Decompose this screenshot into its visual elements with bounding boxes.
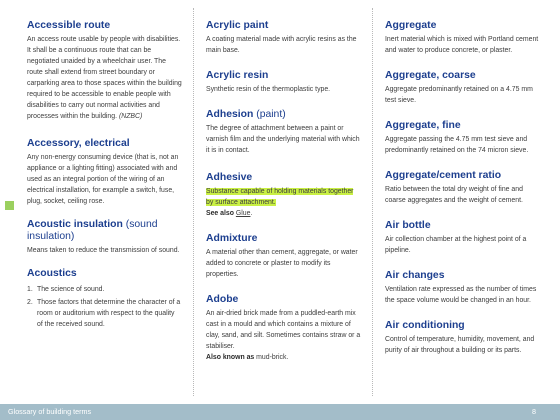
term-heading: Air bottle (385, 220, 431, 231)
also-known-as-line: Also known as mud-brick. (206, 354, 289, 361)
entry-acoustics (27, 268, 182, 330)
term-definition (206, 186, 361, 208)
column-divider (193, 8, 195, 396)
term-definition: Any non-energy consuming device (that is, not an appliance or a lighting fitting) associated with and used as an integral portion of the wiring of an electrical installation, for example a switch, fuse, plug, socket, ceiling rose. (27, 154, 179, 205)
entry-admixture (206, 233, 361, 280)
term-heading: Aggregate (385, 20, 437, 31)
list-item: 2. Those factors that determine the character of a room or auditorium with respect to the quality of the received sound. (27, 299, 181, 328)
term-heading: Accessory, electrical (27, 138, 130, 149)
entry-air-changes (385, 270, 540, 306)
term-definition: Ventilation rate expressed as the number of times the space volume would be changed in an hour. (385, 286, 537, 304)
entry-accessible-route (27, 20, 182, 122)
glossary-column-2 (206, 20, 361, 363)
term-heading: Acrylic paint (206, 20, 269, 31)
term-heading: Adhesive (206, 172, 253, 183)
term-definition: A coating material made with acrylic resins as the main base. (206, 36, 357, 54)
entry-aggregate-fine (385, 120, 540, 156)
entry-aggregate-cement-ratio (385, 170, 540, 206)
column-divider (372, 8, 374, 396)
entry-aggregate (385, 20, 540, 56)
entry-acrylic-resin (206, 70, 361, 95)
source-note: (NZBC) (118, 113, 143, 120)
term-definition: Means taken to reduce the transmission of sound. (27, 247, 180, 254)
term-heading: Adobe (206, 294, 239, 305)
highlighted-text[interactable]: Substance capable of holding materials together by surface attachment. (206, 188, 354, 206)
term-heading: Accessible route (27, 20, 111, 31)
term-definition: Inert material which is mixed with Portland cement and water to produce concrete, or plaster. (385, 36, 539, 54)
term-heading: Acrylic resin (206, 70, 269, 81)
term-heading: Air changes (385, 270, 445, 281)
term-definition: Control of temperature, humidity, movement, and purity of air throughout a building or its parts. (385, 336, 535, 354)
entry-adobe (206, 294, 361, 363)
term-definition: A material other than cement, aggregate, or water added to concrete or plaster to modify its properties. (206, 249, 358, 278)
term-definition: An air-dried brick made from a puddled-earth mix cast in a mould and which contains a mixture of clay, sand, and silt. Sometimes contains straw or a stabiliser. (206, 310, 361, 350)
glossary-column-3 (385, 20, 540, 356)
term-heading: Air conditioning (385, 320, 465, 331)
term-heading: Aggregate, fine (385, 120, 461, 131)
footer-title: Glossary of building terms (8, 407, 92, 416)
term-heading: Acoustic insulation (sound insulation) (27, 219, 158, 242)
term-definition: Synthetic resin of the thermoplastic type. (206, 86, 331, 93)
term-definition: Ratio between the total dry weight of fine and coarse aggregates and the weight of cement. (385, 186, 523, 204)
entry-air-conditioning (385, 320, 540, 356)
definition-list (27, 284, 182, 330)
term-heading: Adhesion (paint) (206, 109, 286, 120)
bookmark-marker[interactable] (5, 201, 14, 210)
page-footer (0, 404, 560, 420)
entry-adhesion (206, 109, 361, 156)
entry-adhesive (206, 172, 361, 219)
term-definition: Aggregate passing the 4.75 mm test sieve and predominantly retained on the 74 micron sieve. (385, 136, 529, 154)
entry-acrylic-paint (206, 20, 361, 56)
page-number: 8 (532, 407, 536, 416)
entry-accessory-electrical (27, 138, 182, 207)
see-also-link[interactable]: Glue (235, 210, 251, 217)
entry-acoustic-insulation (27, 219, 182, 256)
term-heading: Admixture (206, 233, 258, 244)
term-definition: Aggregate predominantly retained on a 4.75 mm test sieve. (385, 86, 533, 104)
term-heading: Acoustics (27, 268, 77, 279)
entry-aggregate-coarse (385, 70, 540, 106)
list-item: 1. The science of sound. (27, 286, 105, 293)
term-heading: Aggregate, coarse (385, 70, 476, 81)
glossary-column-1 (27, 20, 182, 330)
term-definition: The degree of attachment between a paint or varnish film and the underlying material with which it is in contact. (206, 125, 360, 154)
term-definition: Air collection chamber at the highest point of a pipeline. (385, 236, 527, 254)
entry-air-bottle (385, 220, 540, 256)
term-definition: An access route usable by people with disabilities. It shall be a continuous route that can be negotiated unaided by a wheelchair user. The route shall extend from street boundary or carparking area to those spaces within the building required to be accessible to enable people with disabilities to carry out normal activities and processes within the building. (NZBC) (27, 36, 182, 120)
term-heading: Aggregate/cement ratio (385, 170, 502, 181)
see-also-line: See also Glue. (206, 210, 253, 217)
